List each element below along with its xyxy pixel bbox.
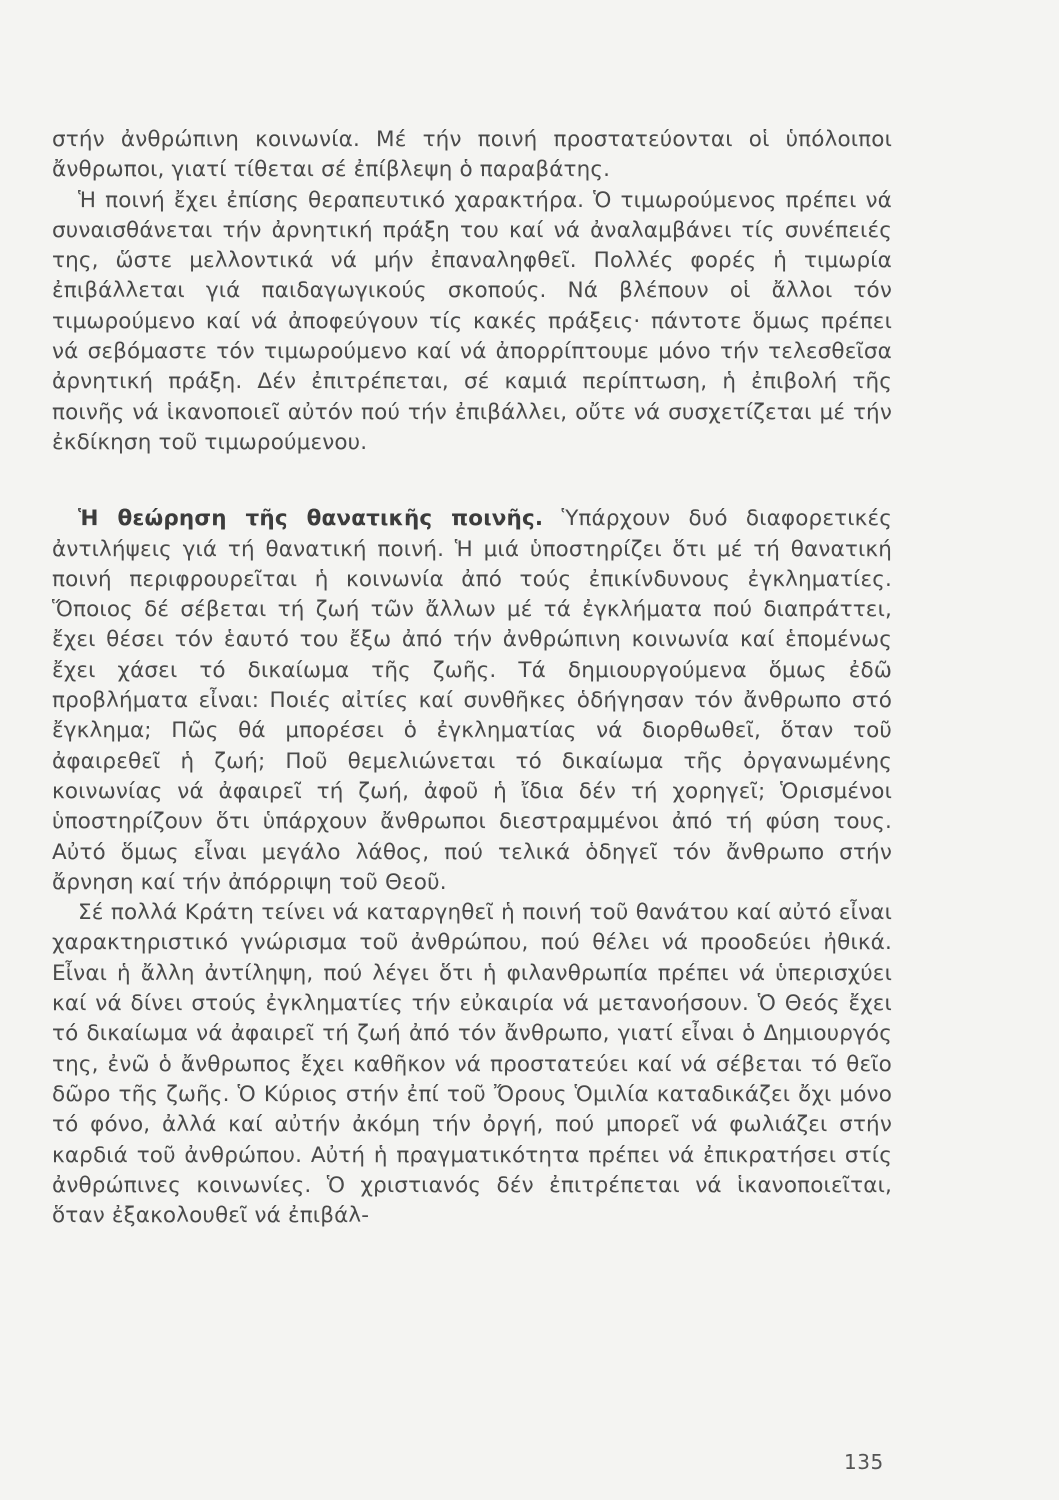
page-number: 135	[844, 1450, 884, 1474]
section-gap	[52, 458, 892, 504]
section-paragraph-2: Σέ πολλά Κράτη τείνει νά καταργηθεῖ ἡ ποινή τοῦ θανάτου καί αὐτό εἶναι χαρακτηριστικό γνώρισμα τοῦ ἀνθρώπου, πού θέλει νά προοδεύει ἠθικά. Εἶναι ἡ ἄλλη ἀντίληψη, πού λέγει ὅτι ἡ φιλανθρωπία πρέπει νά ὑπερισχύει καί νά δίνει στούς ἐγκληματίες τήν εὐκαιρία νά μετανοήσουν. Ὁ Θεός ἔχει τό δικαίωμα νά ἀφαιρεῖ τή ζωή ἀπό τόν ἄνθρωπο, γιατί εἶναι ὁ Δημιουργός της, ἐνῶ ὁ ἄνθρωπος ἔχει καθῆκον νά προστατεύει καί νά σέβεται τό θεῖο δῶρο τῆς ζωῆς. Ὁ Κύριος στήν ἐπί τοῦ Ὄρους Ὁμιλία καταδικάζει ὄχι μόνο τό φόνο, ἀλλά καί αὐτήν ἀκόμη τήν ὀργή, πού μπορεῖ νά φωλιάζει στήν καρδιά τοῦ ἀνθρώπου. Αὐτή ἡ πραγματικότητα πρέπει νά ἐπικρατήσει στίς ἀνθρώπινες κοινωνίες. Ὁ χριστιανός δέν ἐπιτρέπεται νά ἱκανοποιεῖται, ὅταν ἐξακολουθεῖ νά ἐπιβάλ-	[52, 900, 892, 1229]
section-heading: Ἡ θεώρηση τῆς θανατικῆς ποινῆς.	[78, 506, 544, 532]
section-lead-text: Ὑπάρχουν δυό διαφορετικές ἀντιλήψεις γιά τή θανατική ποινή. Ἡ μιά ὑποστηρίζει ὅτι μέ τή θανατική ποινή περιφρουρεῖται ἡ κοινωνία ἀπό τούς ἐπικίνδυνους ἐγκληματίες. Ὅποιος δέ σέβεται τή ζωή τῶν ἄλλων μέ τά ἐγκλήματα πού διαπράττει, ἔχει θέσει τόν ἑαυτό του ἔξω ἀπό τήν ἀνθρώπινη κοινωνία καί ἑπομένως ἔχει χάσει τό δικαίωμα τῆς ζωῆς. Τά δημιουργούμενα ὅμως ἐδῶ προβλήματα εἶναι: Ποιές αἰτίες καί συνθῆκες ὁδήγησαν τόν ἄνθρωπο στό ἔγκλημα; Πῶς θά μπορέσει ὁ ἐγκληματίας νά διορθωθεῖ, ὅταν τοῦ ἀφαιρεθεῖ ἡ ζωή; Ποῦ θεμελιώνεται τό δικαίωμα τῆς ὀργανωμένης κοινωνίας νά ἀφαιρεῖ τή ζωή, ἀφοῦ ἡ ἴδια δέν τή χορηγεῖ; Ὁρισμένοι ὑποστηρίζουν ὅτι ὑπάρχουν ἄνθρωποι διεστραμμένοι ἀπό τή φύση τους. Αὐτό ὅμως εἶναι μεγάλο λάθος, πού τελικά ὁδηγεῖ τόν ἄνθρωπο στήν ἄρνηση καί τήν ἀπόρριψη τοῦ Θεοῦ.	[52, 506, 892, 895]
paragraph-1: στήν ἀνθρώπινη κοινωνία. Μέ τήν ποινή προστατεύονται οἱ ὑπόλοιποι ἄνθρωποι, γιατί τίθεται σέ ἐπίβλεψη ὁ παραβάτης.	[52, 127, 892, 183]
paragraph-2: Ἡ ποινή ἔχει ἐπίσης θεραπευτικό χαρακτήρα. Ὁ τιμωρούμενος πρέπει νά συναισθάνεται τήν ἀρνητική πράξη του καί νά ἀναλαμβάνει τίς συνέπειές της, ὥστε μελλοντικά νά μήν ἐπαναληφθεῖ. Πολλές φορές ἡ τιμωρία ἐπιβάλλεται γιά παιδαγωγικούς σκοπούς. Νά βλέπουν οἱ ἄλλοι τόν τιμωρούμενο καί νά ἀποφεύγουν τίς κακές πράξεις· πάντοτε ὅμως πρέπει νά σεβόμαστε τόν τιμωρούμενο καί νά ἀπορρίπτουμε μόνο τήν τελεσθεῖσα ἀρνητική πράξη. Δέν ἐπιτρέπεται, σέ καμιά περίπτωση, ἡ ἐπιβολή τῆς ποινῆς νά ἱκανοποιεῖ αὐτόν πού τήν ἐπιβάλλει, οὔτε νά συσχετίζεται μέ τήν ἐκδίκηση τοῦ τιμωρούμενου.	[52, 187, 892, 455]
section-paragraph-1	[52, 504, 892, 898]
page-body	[52, 125, 892, 1231]
